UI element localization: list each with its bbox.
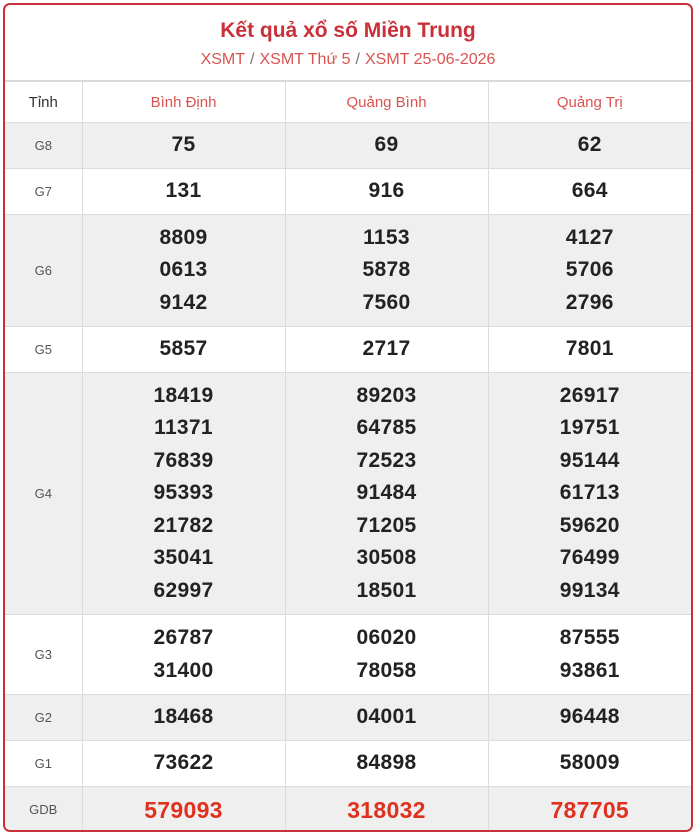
- special-prize-number: 318032: [347, 796, 426, 823]
- result-cell: [82, 615, 285, 695]
- result-number: 91484: [356, 481, 417, 505]
- prize-label: G7: [5, 169, 82, 215]
- result-number: 9142: [159, 290, 208, 314]
- results-header: [5, 5, 691, 81]
- table-header-row: [5, 82, 691, 123]
- result-cell: [82, 373, 285, 615]
- result-cell: [488, 373, 691, 615]
- result-cell: [82, 741, 285, 787]
- province-header-binh-dinh: Bình Định: [82, 82, 285, 123]
- prize-row-g7: [5, 169, 691, 215]
- result-number: 26917: [559, 383, 620, 407]
- result-cell: [82, 327, 285, 373]
- result-cell: [285, 695, 488, 741]
- prize-row-g4: [5, 373, 691, 615]
- result-number: 1153: [363, 225, 410, 249]
- result-cell: [82, 215, 285, 327]
- result-cell: [285, 373, 488, 615]
- result-number: 06020: [356, 626, 417, 649]
- result-number: 7560: [362, 290, 411, 314]
- result-number: 62997: [153, 578, 214, 602]
- result-number: 7801: [565, 337, 614, 361]
- prize-label: G1: [5, 741, 82, 787]
- prize-row-g1: [5, 741, 691, 787]
- result-cell: [488, 787, 691, 833]
- result-number: 2796: [565, 290, 614, 314]
- result-cell: [488, 169, 691, 215]
- result-number: 59620: [559, 513, 620, 537]
- prize-label: GDB: [5, 787, 82, 833]
- result-cell: [285, 741, 488, 787]
- result-number: 04001: [356, 705, 417, 729]
- result-number: 5706: [565, 258, 614, 282]
- prize-label: G6: [5, 215, 82, 327]
- prize-row-gdb: [5, 787, 691, 833]
- results-card: [3, 3, 693, 832]
- result-cell: [82, 695, 285, 741]
- result-number: 18501: [356, 578, 417, 602]
- result-number: 4127: [565, 225, 614, 249]
- result-number: 71205: [356, 513, 417, 537]
- result-number: 31400: [153, 658, 214, 682]
- result-number: 93861: [559, 658, 620, 682]
- result-cell: [488, 215, 691, 327]
- result-number: 18468: [153, 705, 214, 729]
- result-cell: [488, 615, 691, 695]
- prize-label: G5: [5, 327, 82, 373]
- result-cell: [285, 615, 488, 695]
- result-cell: [285, 169, 488, 215]
- result-cell: [285, 123, 488, 169]
- result-number: 95393: [153, 481, 214, 505]
- result-cell: [488, 123, 691, 169]
- breadcrumb-separator: /: [355, 51, 360, 68]
- result-cell: [285, 787, 488, 833]
- result-number: 87555: [559, 626, 620, 649]
- result-cell: [82, 123, 285, 169]
- province-header-quang-tri: Quảng Trị: [488, 82, 691, 123]
- prize-row-g8: [5, 123, 691, 169]
- result-number: 78058: [356, 658, 417, 682]
- result-number: 96448: [559, 705, 620, 729]
- result-number: 69: [374, 133, 399, 157]
- result-number: 72523: [356, 448, 417, 472]
- prize-label: G4: [5, 373, 82, 615]
- result-number: 18419: [153, 383, 214, 407]
- result-number: 0613: [159, 258, 208, 282]
- prize-row-g5: [5, 327, 691, 373]
- result-cell: [488, 741, 691, 787]
- result-cell: [488, 695, 691, 741]
- prize-label: G3: [5, 615, 82, 695]
- result-number: 95144: [559, 448, 620, 472]
- result-cell: [285, 215, 488, 327]
- breadcrumb-xsmt-thu5[interactable]: XSMT Thứ 5: [259, 51, 351, 68]
- result-number: 64785: [356, 416, 417, 440]
- special-prize-number: 787705: [550, 796, 630, 823]
- result-number: 8809: [159, 225, 208, 249]
- result-number: 89203: [356, 383, 417, 407]
- prize-label: G8: [5, 123, 82, 169]
- result-cell: [82, 787, 285, 833]
- result-number: 75: [171, 133, 196, 157]
- result-number: 58009: [559, 751, 620, 775]
- result-number: 61713: [559, 481, 620, 505]
- result-number: 76499: [559, 546, 620, 570]
- result-number: 84898: [356, 751, 417, 775]
- prize-label: G2: [5, 695, 82, 741]
- results-body: [5, 123, 691, 833]
- result-number: 5857: [159, 337, 208, 361]
- result-number: 26787: [153, 626, 214, 649]
- result-number: 664: [571, 179, 608, 203]
- result-number: 131: [165, 179, 202, 203]
- breadcrumb-separator: /: [250, 51, 255, 68]
- result-number: 76839: [153, 448, 214, 472]
- breadcrumb-xsmt-date[interactable]: XSMT 25-06-2026: [364, 51, 496, 68]
- result-cell: [82, 169, 285, 215]
- result-number: 916: [368, 179, 405, 203]
- result-cell: [285, 327, 488, 373]
- prize-row-g3: [5, 615, 691, 695]
- result-number: 21782: [153, 513, 214, 537]
- page-title: Kết quả xổ số Miền Trung: [220, 19, 476, 42]
- result-number: 99134: [559, 578, 620, 602]
- result-number: 73622: [153, 751, 214, 775]
- result-number: 2717: [362, 337, 411, 361]
- prize-row-g2: [5, 695, 691, 741]
- result-number: 30508: [356, 546, 417, 570]
- province-column-header: Tỉnh: [5, 82, 82, 123]
- prize-row-g6: [5, 215, 691, 327]
- result-cell: [488, 327, 691, 373]
- result-number: 11371: [154, 416, 213, 440]
- breadcrumb: [5, 49, 691, 71]
- result-number: 19751: [559, 416, 620, 440]
- result-number: 5878: [362, 258, 411, 282]
- special-prize-number: 579093: [144, 796, 223, 823]
- results-table: [5, 81, 691, 832]
- province-header-quang-binh: Quảng Bình: [285, 82, 488, 123]
- result-number: 62: [577, 133, 602, 157]
- result-number: 35041: [153, 546, 214, 570]
- breadcrumb-xsmt[interactable]: XSMT: [200, 51, 246, 68]
